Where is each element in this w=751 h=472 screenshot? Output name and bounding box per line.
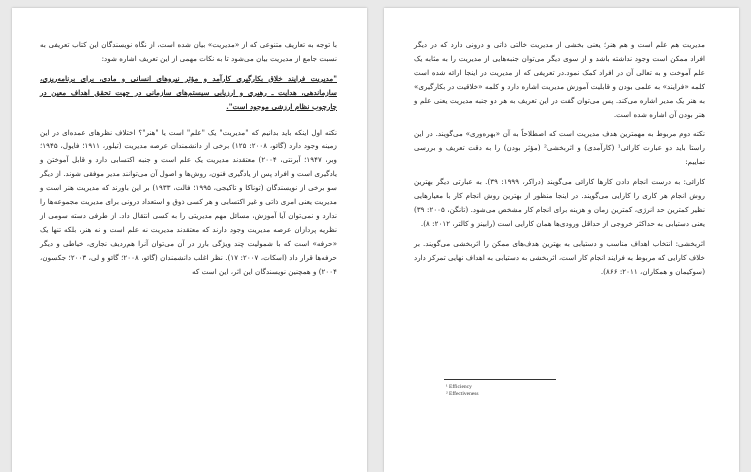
footnote-separator bbox=[444, 379, 556, 380]
paragraph-science-and-art: مدیریت هم علم است و هم هنر؛ یعنی بخشی از مدیریت خالتی ذاتی و درونی دارد که در دیگر افراد ممکن است وجود نداشته باشد و از سوی دیگر می‌توان جنبه‌هایی از مدیریت را به مثابه یک علم آموخت و به تعالی آن در افراد کمک نمود.در تعریفی که از مدیریت در اینجا ارائه شده است کلمه «فرایند» به علمی بودن و قابلیت آموزش مدیریت اشاره دارد و کلمه «خلاقیت در بکارگیری» به هنر یک مدیر اشاره می‌کند. پس می‌توان گفت در این تعریف به هر دو جنبه مدیریت یعنی علم و هنر بودن آن اشاره شده است. bbox=[414, 40, 705, 119]
paragraph-science-or-art: نکته اول اینکه باید بدانیم که "مدیریت" یک "علم" است یا "هنر"؟ اختلاف نظرهای عمده‌ای در این زمینه وجود دارد (گائو، ۲۰۰۸: ۱۲۵) برخی از دانشمندان عرصه مدیریت (تیلور، ۱۹۱۱؛ فایول، ۱۹۴۵؛ وبر، ۱۹۴۷؛ آبرنتی، ۲۰۰۴) معتقدند مدیریت یک علم است و جنبه اکتسابی دارد و قابل آموختن و یادگیری است و افراد پس از یادگیری فنون، روش‌ها و اصول آن می‌توانند مدیر موفقی شوند. از دیگر سو برخی از نویسندگان (توناکا و تاکیجی، ۱۹۹۵؛ فالت، ۱۹۳۳) بر این باورند که مدیریت هنر است و مدیریت یعنی امری ذاتی و غیر اکتسابی و هر کسی ذوق و استعداد درونی برای مدیریت مجموعه‌ها را ندارد و نمی‌توان آیا آموزش، مسائل مهم مدیریتی را به کسی انتقال داد. از طرفی دسته سومی از نظریه پردازان عرصه مدیریت وجود دارند که معتقدند مدیریت نه علم است و نه هنر، بلکه تنها یک «حرفه» است که با شمولیت چند ویژگی بارز در آن می‌توان آنرا هم‌ردیف نجاری، خیاطی و دیگر حرفه‌ها قرار داد (اسکات، ۲۰۰۷: ۱۷). نظر اغلب دانشمندان (گائو، ۲۰۰۸؛ گائو و لی، ۲۰۰۳؛ جکسون، ۲۰۰۴) و همچنین نویسندگان این اثر، این است که bbox=[39, 127, 338, 276]
paragraph-management-definition: "مدیریت فرایند خلاق بکارگیری کارآمد و مؤثر نیروهای انسانی و مادی، برای برنامه‌ریزی، سازماندهی، هدایت ـ رهبری و ارزیابی سیستم‌های سازمانی در جهت تحقق اهداف معین در چارچوب نظام ارزشی موجود است". bbox=[40, 73, 337, 111]
footnote-effectiveness: ² Effectiveness bbox=[446, 391, 479, 397]
page-left-text bbox=[40, 38, 337, 285]
page-left bbox=[12, 8, 367, 472]
page-right-text bbox=[414, 38, 705, 285]
footnotes bbox=[446, 384, 479, 398]
paragraph-productivity: نکته دوم مربوط به مهمترین هدف مدیریت است که اصطلاحاً به آن «بهره‌وری» می‌گویند. در این راستا باید دو عبارت کارائی¹ (کارآمدی) و اثربخشی² (مؤثر بودن) را به دقت تعریف و بررسی نماییم: bbox=[414, 129, 705, 167]
paragraph-intro: با توجه به تعاریف متنوعی که از «مدیریت» بیان شده است، از نگاه نویسندگان این کتاب تعریفی به نسبت جامع از مدیریت بیان می‌شود تا به نکات مهمی از این تعریف اشاره شود: bbox=[40, 40, 337, 63]
paragraph-efficiency: کارائی: به درست انجام دادن کارها کارائی می‌گویند (دراکر، ۱۹۹۹: ۳۹). به عبارتی دیگر بهترین روش انجام هر کاری را کارایی می‌گویند. در اینجا منظور از بهترین روش انجام کار با معیارهایی نظیر کمترین حد انرژی، کمترین زمان و هزینه برای انجام کار مشخص می‌شود. (تانگن، ۲۰۰۵: ۳۹) یعنی دستیابی به حداکثر خروجی از حداقل ورودی‌ها همان کارایی است (رابینز و کالتر، ۲۰۱۲: ۸). bbox=[414, 177, 705, 228]
footnote-efficiency: ¹ Efficiency bbox=[446, 384, 472, 390]
paragraph-effectiveness: اثربخشی: انتخاب اهداف مناسب و دستیابی به بهترین هدف‌های ممکن را اثربخشی می‌گویند. بر خلاف کارایی که مربوط به فرایند انجام کار است، اثربخشی به دستیابی به اهداف نهایی تمرکز دارد (سوکیمان و همکاران، ۲۰۱۱: ۸۶۶). bbox=[414, 238, 705, 276]
page-right bbox=[384, 8, 739, 472]
